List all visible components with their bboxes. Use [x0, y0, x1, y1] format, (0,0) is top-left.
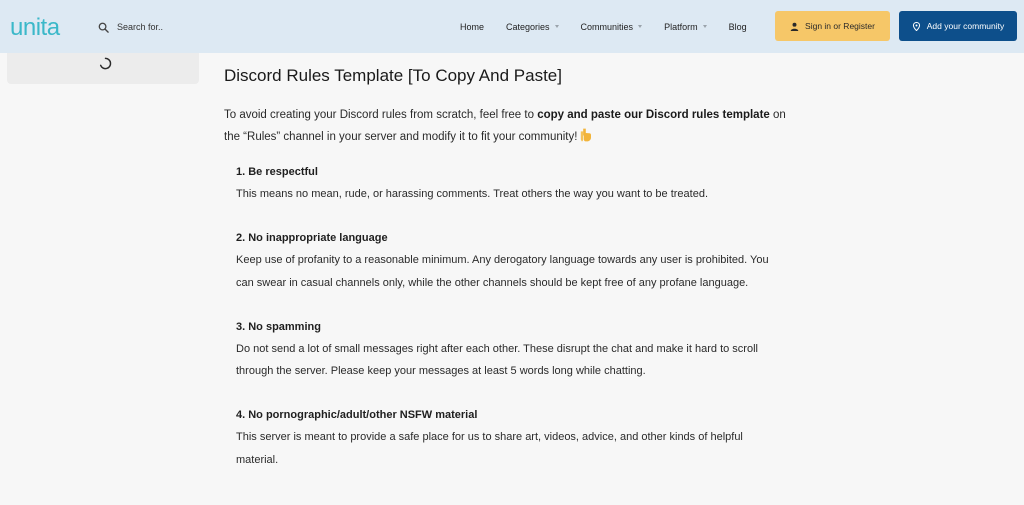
- page-title: Discord Rules Template [To Copy And Paste]: [224, 66, 562, 85]
- intro-paragraph: [224, 104, 792, 148]
- chevron-down-icon: [703, 25, 707, 28]
- rule-title: 1. Be respectful: [236, 166, 318, 178]
- map-pin-icon: [912, 22, 921, 31]
- nav-blog[interactable]: [729, 22, 747, 32]
- add-community-button[interactable]: [899, 11, 1017, 41]
- intro-text-start: To avoid creating your Discord rules from scratch, feel free to: [224, 109, 538, 121]
- site-header: [0, 0, 1024, 53]
- user-icon: [790, 22, 799, 31]
- spinner-icon: [99, 57, 112, 70]
- nav-label: Home: [460, 21, 485, 32]
- svg-text:unita: unita: [10, 14, 60, 40]
- nav-home[interactable]: [460, 22, 484, 32]
- add-community-label: Add your community: [926, 21, 1005, 31]
- rule-body: This server is meant to provide a safe place for us to share art, videos, advice, and other kinds of helpful material.: [236, 431, 743, 466]
- rule-body: This means no mean, rude, or harassing comments. Treat others the way you want to be treated.: [236, 188, 709, 200]
- intro-bold-text: copy and paste our Discord rules template: [537, 109, 770, 121]
- nav-communities[interactable]: [581, 22, 643, 32]
- rules-list: [236, 161, 784, 471]
- nav-categories[interactable]: [506, 22, 559, 32]
- search-input[interactable]: [117, 22, 237, 32]
- article: [224, 62, 804, 493]
- rule-body: Keep use of profanity to a reasonable minimum. Any derogatory language towards any user is prohibited. You can swear in casual channels only, while the other channels should be kept free of any profane language.: [236, 254, 769, 289]
- nav-label: Communities: [580, 21, 634, 32]
- sign-in-label: Sign in or Register: [805, 21, 875, 31]
- rule-title: 3. No spamming: [236, 320, 321, 333]
- pointing-down-emoji: [579, 128, 592, 142]
- unita-logo[interactable]: [10, 14, 86, 40]
- sign-in-button[interactable]: [775, 11, 890, 41]
- search-icon[interactable]: [98, 22, 109, 33]
- rule-title: 4. No pornographic/adult/other NSFW material: [236, 409, 478, 422]
- chevron-down-icon: [555, 25, 559, 28]
- nav-platform[interactable]: [664, 22, 707, 32]
- rule-item: [236, 316, 784, 383]
- chevron-down-icon: [638, 25, 642, 28]
- intro-text-end: on the “Rules” channel in your server and modify it to fit your community!: [224, 109, 786, 143]
- rule-title: 2. No inappropriate language: [236, 232, 388, 245]
- search-bar[interactable]: [98, 18, 237, 36]
- nav-label: Platform: [664, 21, 698, 32]
- rule-item: [236, 404, 784, 471]
- nav-label: Blog: [728, 21, 747, 32]
- nav-label: Categories: [506, 21, 550, 32]
- main-nav: [460, 0, 769, 53]
- rule-item: [236, 227, 784, 294]
- rule-body: Do not send a lot of small messages right after each other. These disrupt the chat and make it hard to scroll through the server. Please keep your messages at least 5 words long while chatting.: [236, 342, 758, 378]
- sidebar-card: [7, 53, 199, 84]
- rule-item: [236, 161, 784, 205]
